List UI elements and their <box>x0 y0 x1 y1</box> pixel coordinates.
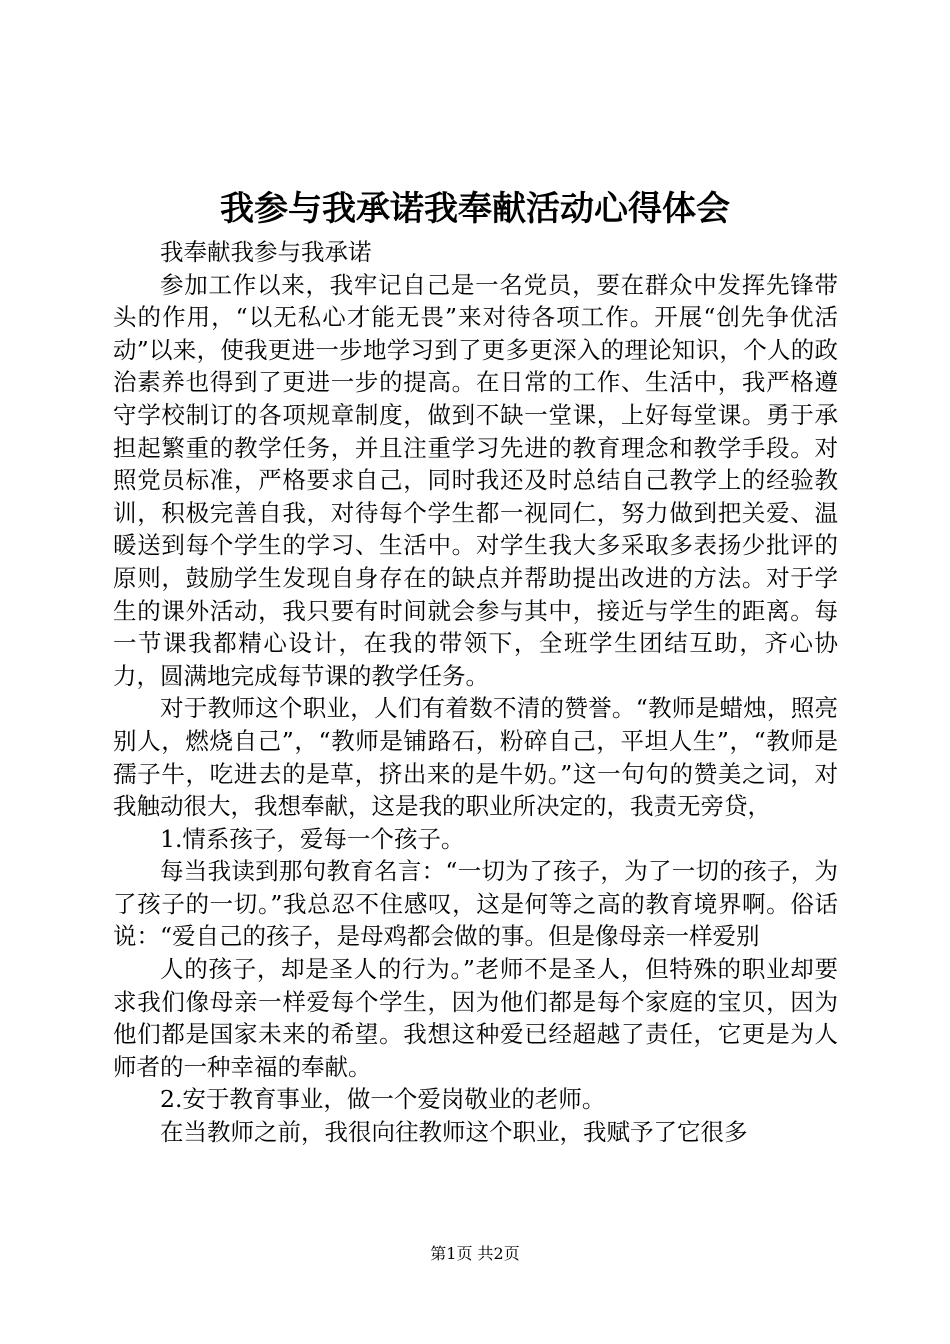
section-heading: 1.情系孩子，爱每一个孩子。 <box>160 824 465 853</box>
paragraph: 人的孩子，却是圣人的行为。”老师不是圣人，但特殊的职业却要求我们像母亲一样爱每个学生，因为他们都是每个家庭的宝贝，因为他们都是国家未来的希望。我想这种爱已经超越了责任，它更是为人师者的一种幸福的奉献。 <box>113 955 838 1081</box>
paragraph: 在当教师之前，我很向往教师这个职业，我赋予了它很多 <box>160 1118 748 1147</box>
document-title: 我参与我承诺我奉献活动心得体会 <box>220 189 730 229</box>
document-body <box>113 236 838 1149</box>
paragraph: 参加工作以来，我牢记自己是一名党员，要在群众中发挥先锋带头的作用，“以无私心才能无畏”来对待各项工作。开展“创先争优活动”以来，使我更进一步地学习到了更多更深入的理论知识，个人的政治素养也得到了更进一步的提高。在日常的工作、生活中，我严格遵守学校制订的各项规章制度，做到不缺一堂课，上好每堂课。勇于承担起繁重的教学任务，并且注重学习先进的教育理念和教学手段。对照党员标准，严格要求自己，同时我还及时总结自己教学上的经验教训，积极完善自我，对待每个学生都一视同仁，努力做到把关爱、温暖送到每个学生的学习、生活中。对学生我大多采取多表扬少批评的原则，鼓励学生发现自身存在的缺点并帮助提出改进的方法。对于学生的课外活动，我只要有时间就会参与其中，接近与学生的距离。每一节课我都精心设计，在我的带领下，全班学生团结互助，齐心协力，圆满地完成每节课的教学任务。 <box>113 270 838 690</box>
page-footer: 第1页 共2页 <box>430 1244 520 1263</box>
section-heading: 2.安于教育事业，做一个爱岗敬业的老师。 <box>160 1085 606 1114</box>
paragraph-subtitle: 我奉献我参与我承诺 <box>160 238 372 266</box>
paragraph: 对于教师这个职业，人们有着数不清的赞誉。“教师是蜡烛，照亮别人，燃烧自己”，“教师是铺路石，粉碎自己，平坦人生”，“教师是孺子牛，吃进去的是草，挤出来的是牛奶。”这一句句的赞美之词，对我触动很大，我想奉献，这是我的职业所决定的，我责无旁贷， <box>113 694 838 821</box>
paragraph: 每当我读到那句教育名言：“一切为了孩子，为了一切的孩子，为了孩子的一切。”我总忍不住感叹，这是何等之高的教育境界啊。俗话说：“爱自己的孩子，是母鸡都会做的事。但是像母亲一样爱别 <box>113 857 838 951</box>
